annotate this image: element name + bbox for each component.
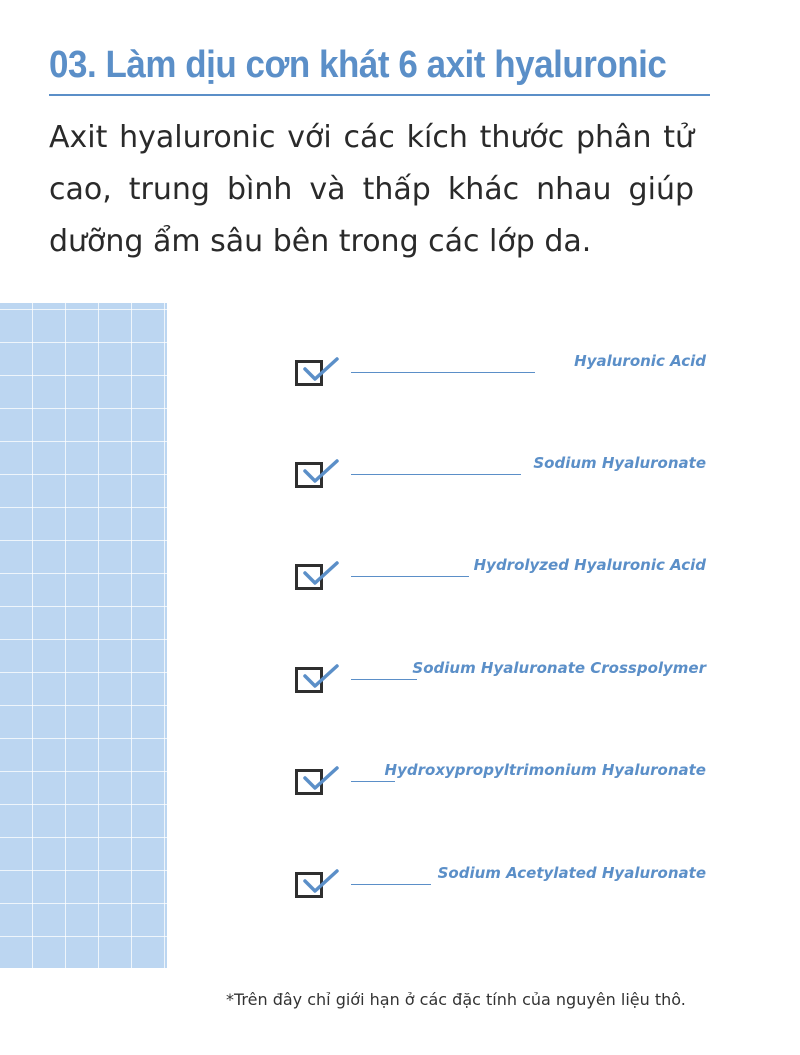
section-heading [49,40,710,96]
ingredient-label: Sodium Hyaluronate [533,454,706,472]
ingredient-label: Sodium Hyaluronate Crosspolymer [412,659,706,677]
ingredient-item [295,761,710,801]
checkmark-icon [295,864,339,904]
ingredient-label: Hydrolyzed Hyaluronic Acid [473,556,706,574]
checkmark-icon [295,556,339,596]
ingredient-item [295,659,710,699]
ingredient-label: Sodium Acetylated Hyaluronate [437,864,706,882]
ingredient-line [351,372,535,373]
ingredient-label: Hydroxypropyltrimonium Hyaluronate [384,761,706,779]
ingredient-item [295,352,710,392]
section-title: 03. Làm dịu cơn khát 6 axit hyaluronic [49,44,667,86]
ingredient-line [351,884,431,885]
decorative-grid-panel [0,303,167,968]
ingredient-item [295,556,710,596]
ingredient-label: Hyaluronic Acid [574,352,706,370]
checkmark-icon [295,454,339,494]
ingredient-line [351,679,417,680]
ingredient-item [295,864,710,904]
checkmark-icon [295,761,339,801]
intro-line-2: cao, trung bình và thấp khác nhau giúp [49,172,694,207]
checkmark-icon [295,352,339,392]
footnote: *Trên đây chỉ giới hạn ở các đặc tính của nguyên liệu thô. [226,990,686,1009]
ingredient-line [351,474,521,475]
ingredient-line [351,781,395,782]
intro-line-1: Axit hyaluronic với các kích thước phân tử [49,120,694,155]
ingredient-item [295,454,710,494]
checkmark-icon [295,659,339,699]
intro-paragraph [49,112,694,268]
ingredient-line [351,576,469,577]
intro-line-3: dưỡng ẩm sâu bên trong các lớp da. [49,224,592,259]
